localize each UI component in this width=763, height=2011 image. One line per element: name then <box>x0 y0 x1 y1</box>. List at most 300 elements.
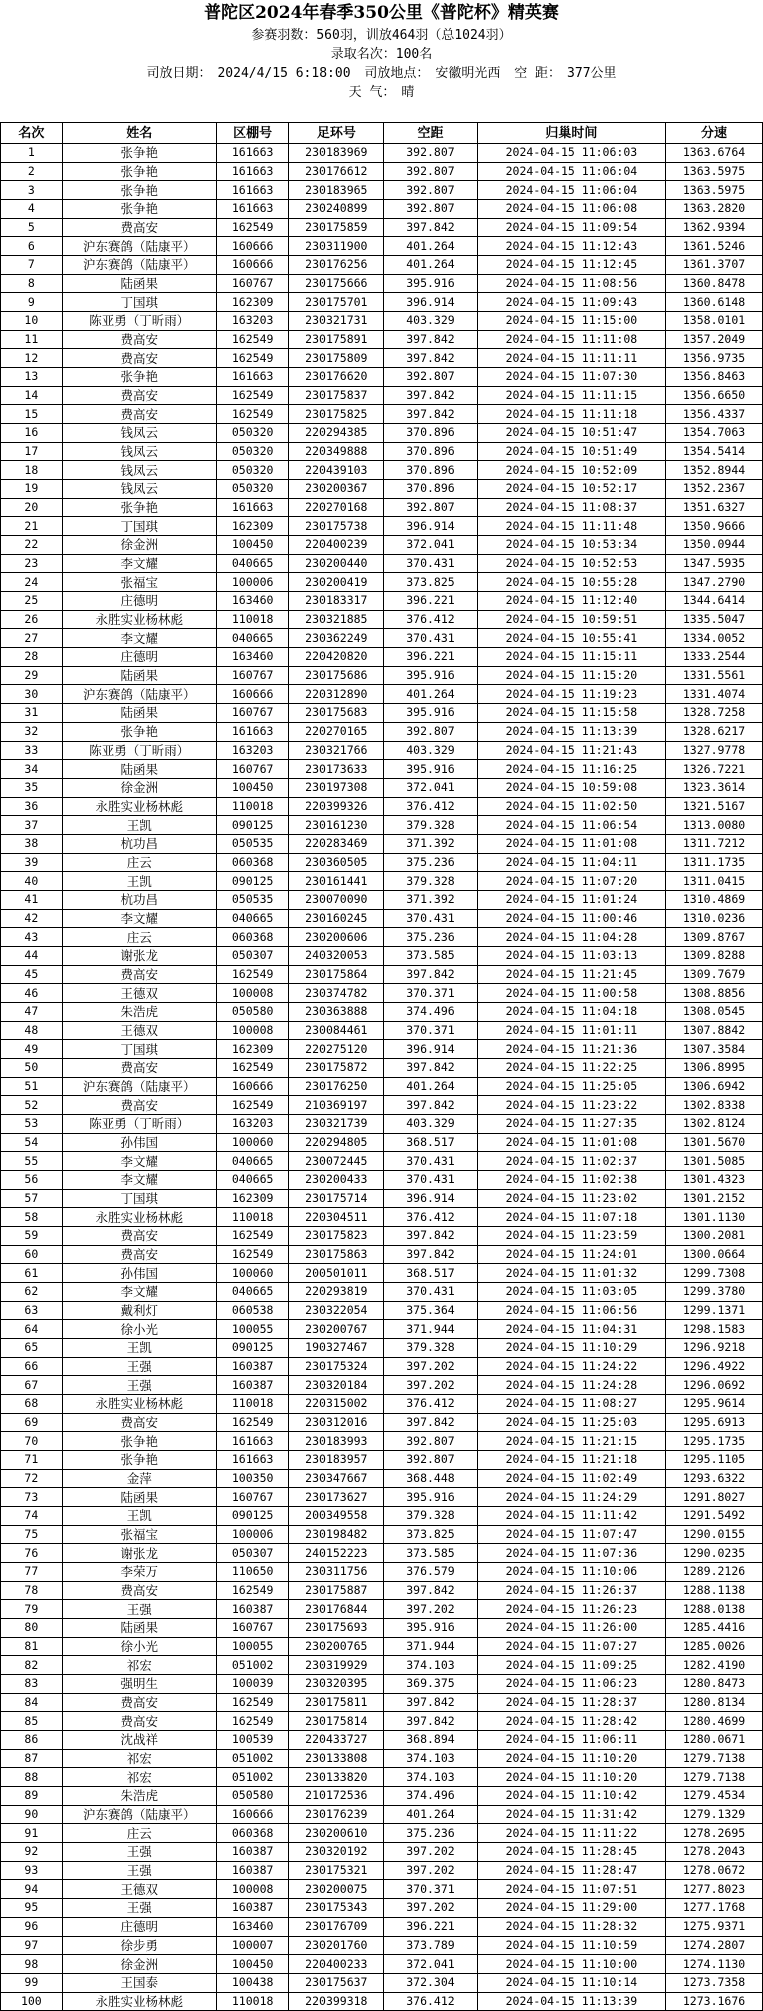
loft-id-cell: 100008 <box>216 1021 289 1040</box>
ring-number-cell: 230176844 <box>289 1600 384 1619</box>
distance-cell: 397.842 <box>384 349 478 368</box>
rank-cell: 9 <box>1 293 63 312</box>
speed-cell: 1363.2820 <box>666 200 763 219</box>
loft-id-cell: 050320 <box>216 480 289 499</box>
loft-id-cell: 162549 <box>216 1245 289 1264</box>
name-cell: 李文耀 <box>62 554 216 573</box>
arrival-time-cell: 2024-04-15 11:21:36 <box>477 1040 665 1059</box>
ring-number-cell: 220294805 <box>289 1133 384 1152</box>
arrival-time-cell: 2024-04-15 11:09:25 <box>477 1656 665 1675</box>
ring-number-cell: 220400239 <box>289 536 384 555</box>
distance-cell: 392.807 <box>384 1451 478 1470</box>
table-row <box>1 293 763 312</box>
arrival-time-cell: 2024-04-15 10:59:08 <box>477 778 665 797</box>
table-row <box>1 1507 763 1526</box>
distance-cell: 370.896 <box>384 424 478 443</box>
arrival-time-cell: 2024-04-15 11:27:35 <box>477 1114 665 1133</box>
rank-cell: 35 <box>1 778 63 797</box>
table-row <box>1 1040 763 1059</box>
ring-number-cell: 230200610 <box>289 1824 384 1843</box>
name-cell: 沪东赛鸽（陆康平） <box>62 1077 216 1096</box>
ring-number-cell: 220270168 <box>289 498 384 517</box>
ring-number-cell: 230320184 <box>289 1376 384 1395</box>
table-row <box>1 1413 763 1432</box>
rank-cell: 24 <box>1 573 63 592</box>
ring-number-cell: 230321731 <box>289 312 384 331</box>
arrival-time-cell: 2024-04-15 11:23:59 <box>477 1226 665 1245</box>
rank-cell: 85 <box>1 1712 63 1731</box>
loft-id-cell: 100055 <box>216 1637 289 1656</box>
arrival-time-cell: 2024-04-15 11:07:47 <box>477 1525 665 1544</box>
distance-cell: 372.041 <box>384 1955 478 1974</box>
speed-cell: 1295.6913 <box>666 1413 763 1432</box>
rank-cell: 72 <box>1 1469 63 1488</box>
ring-number-cell: 230363888 <box>289 1002 384 1021</box>
table-row <box>1 517 763 536</box>
speed-cell: 1300.0664 <box>666 1245 763 1264</box>
ring-number-cell: 230200367 <box>289 480 384 499</box>
arrival-time-cell: 2024-04-15 11:21:43 <box>477 741 665 760</box>
loft-id-cell: 161663 <box>216 498 289 517</box>
table-row <box>1 890 763 909</box>
ring-number-cell: 230183317 <box>289 592 384 611</box>
loft-id-cell: 162549 <box>216 405 289 424</box>
ring-number-cell: 190327467 <box>289 1339 384 1358</box>
name-cell: 王强 <box>62 1357 216 1376</box>
distance-cell: 375.236 <box>384 928 478 947</box>
distance-cell: 370.371 <box>384 1880 478 1899</box>
speed-cell: 1279.7138 <box>666 1768 763 1787</box>
ring-number-cell: 230311900 <box>289 237 384 256</box>
table-row <box>1 984 763 1003</box>
table-row <box>1 1693 763 1712</box>
speed-cell: 1274.2807 <box>666 1936 763 1955</box>
rank-cell: 25 <box>1 592 63 611</box>
rank-cell: 3 <box>1 181 63 200</box>
table-row <box>1 554 763 573</box>
distance-cell: 376.412 <box>384 797 478 816</box>
distance-cell: 376.579 <box>384 1563 478 1582</box>
loft-id-cell: 162309 <box>216 1040 289 1059</box>
release-date: 2024/4/15 6:18:00 <box>217 66 351 81</box>
loft-id-cell: 160666 <box>216 237 289 256</box>
name-cell: 王强 <box>62 1861 216 1880</box>
table-row <box>1 442 763 461</box>
distance-cell: 376.412 <box>384 1208 478 1227</box>
ring-number-cell: 230320192 <box>289 1843 384 1862</box>
loft-id-cell: 040665 <box>216 554 289 573</box>
arrival-time-cell: 2024-04-15 10:51:49 <box>477 442 665 461</box>
speed-cell: 1308.0545 <box>666 1002 763 1021</box>
rank-cell: 12 <box>1 349 63 368</box>
distance-cell: 371.944 <box>384 1320 478 1339</box>
name-cell: 费高安 <box>62 1712 216 1731</box>
arrival-time-cell: 2024-04-15 11:21:18 <box>477 1451 665 1470</box>
ring-number-cell: 240152223 <box>289 1544 384 1563</box>
table-row <box>1 218 763 237</box>
table-row <box>1 1563 763 1582</box>
name-cell: 沈战祥 <box>62 1731 216 1750</box>
table-row <box>1 330 763 349</box>
distance-cell: 376.412 <box>384 1395 478 1414</box>
speed-cell: 1301.4323 <box>666 1170 763 1189</box>
name-cell: 孙伟国 <box>62 1264 216 1283</box>
ring-number-cell: 230175637 <box>289 1973 384 1992</box>
table-row <box>1 741 763 760</box>
distance-cell: 370.431 <box>384 629 478 648</box>
ring-number-cell: 230175825 <box>289 405 384 424</box>
name-cell: 陆函果 <box>62 666 216 685</box>
ring-number-cell: 220315002 <box>289 1395 384 1414</box>
distance-cell: 392.807 <box>384 1432 478 1451</box>
ring-number-cell: 230320395 <box>289 1675 384 1694</box>
ring-number-cell: 230183957 <box>289 1451 384 1470</box>
rank-cell: 41 <box>1 890 63 909</box>
distance-cell: 397.202 <box>384 1843 478 1862</box>
table-row <box>1 648 763 667</box>
rank-cell: 61 <box>1 1264 63 1283</box>
ring-number-cell: 220283469 <box>289 834 384 853</box>
table-row <box>1 1768 763 1787</box>
table-row <box>1 1973 763 1992</box>
rank-cell: 92 <box>1 1843 63 1862</box>
rank-cell: 69 <box>1 1413 63 1432</box>
arrival-time-cell: 2024-04-15 11:07:27 <box>477 1637 665 1656</box>
name-cell: 徐步勇 <box>62 1936 216 1955</box>
weather-line <box>0 83 763 102</box>
distance-cell: 372.304 <box>384 1973 478 1992</box>
loft-id-cell: 051002 <box>216 1656 289 1675</box>
loft-id-cell: 110018 <box>216 797 289 816</box>
rank-cell: 49 <box>1 1040 63 1059</box>
table-row <box>1 349 763 368</box>
name-cell: 陆函果 <box>62 760 216 779</box>
arrival-time-cell: 2024-04-15 11:10:29 <box>477 1339 665 1358</box>
ring-number-cell: 230175891 <box>289 330 384 349</box>
name-cell: 张争艳 <box>62 144 216 163</box>
rank-cell: 93 <box>1 1861 63 1880</box>
ring-number-cell: 230161441 <box>289 872 384 891</box>
distance-cell: 373.825 <box>384 1525 478 1544</box>
name-cell: 杭功昌 <box>62 890 216 909</box>
distance-cell: 395.916 <box>384 274 478 293</box>
table-row <box>1 1245 763 1264</box>
name-cell: 张福宝 <box>62 1525 216 1544</box>
speed-cell: 1282.4190 <box>666 1656 763 1675</box>
name-cell: 永胜实业杨林彪 <box>62 610 216 629</box>
rank-cell: 33 <box>1 741 63 760</box>
speed-cell: 1280.8473 <box>666 1675 763 1694</box>
table-row <box>1 704 763 723</box>
distance-cell: 397.202 <box>384 1600 478 1619</box>
ring-number-cell: 230176239 <box>289 1805 384 1824</box>
rank-cell: 58 <box>1 1208 63 1227</box>
table-row <box>1 666 763 685</box>
speed-cell: 1299.1371 <box>666 1301 763 1320</box>
loft-id-cell: 100060 <box>216 1264 289 1283</box>
name-cell: 丁国琪 <box>62 1040 216 1059</box>
arrival-time-cell: 2024-04-15 11:21:15 <box>477 1432 665 1451</box>
arrival-time-cell: 2024-04-15 11:24:29 <box>477 1488 665 1507</box>
table-row <box>1 405 763 424</box>
distance-cell: 370.896 <box>384 480 478 499</box>
arrival-time-cell: 2024-04-15 11:06:54 <box>477 816 665 835</box>
column-header-ring-number: 足环号 <box>289 123 384 144</box>
table-row <box>1 274 763 293</box>
loft-id-cell: 051002 <box>216 1749 289 1768</box>
speed-cell: 1290.0155 <box>666 1525 763 1544</box>
loft-id-cell: 100006 <box>216 1525 289 1544</box>
distance-cell: 392.807 <box>384 368 478 387</box>
ring-number-cell: 230175738 <box>289 517 384 536</box>
speed-cell: 1295.9614 <box>666 1395 763 1414</box>
name-cell: 费高安 <box>62 1413 216 1432</box>
ring-number-cell: 230175837 <box>289 386 384 405</box>
ring-number-cell: 220439103 <box>289 461 384 480</box>
speed-cell: 1361.3707 <box>666 256 763 275</box>
arrival-time-cell: 2024-04-15 11:15:11 <box>477 648 665 667</box>
rank-cell: 59 <box>1 1226 63 1245</box>
rank-cell: 74 <box>1 1507 63 1526</box>
speed-cell: 1310.4869 <box>666 890 763 909</box>
name-cell: 庄云 <box>62 928 216 947</box>
rank-cell: 54 <box>1 1133 63 1152</box>
loft-id-cell: 161663 <box>216 162 289 181</box>
arrival-time-cell: 2024-04-15 11:08:37 <box>477 498 665 517</box>
ring-number-cell: 230175321 <box>289 1861 384 1880</box>
arrival-time-cell: 2024-04-15 11:03:13 <box>477 946 665 965</box>
column-header-rank: 名次 <box>1 123 63 144</box>
arrival-time-cell: 2024-04-15 11:28:37 <box>477 1693 665 1712</box>
loft-id-cell: 060368 <box>216 853 289 872</box>
table-row <box>1 1955 763 1974</box>
ring-number-cell: 230173633 <box>289 760 384 779</box>
speed-cell: 1352.2367 <box>666 480 763 499</box>
rank-cell: 14 <box>1 386 63 405</box>
table-row <box>1 1488 763 1507</box>
loft-id-cell: 162309 <box>216 293 289 312</box>
speed-cell: 1333.2544 <box>666 648 763 667</box>
distance-cell: 368.448 <box>384 1469 478 1488</box>
speed-cell: 1309.7679 <box>666 965 763 984</box>
name-cell: 孙伟国 <box>62 1133 216 1152</box>
loft-id-cell: 100008 <box>216 1880 289 1899</box>
loft-id-cell: 060368 <box>216 928 289 947</box>
name-cell: 庄云 <box>62 853 216 872</box>
speed-cell: 1295.1735 <box>666 1432 763 1451</box>
ring-number-cell: 230311756 <box>289 1563 384 1582</box>
speed-cell: 1357.2049 <box>666 330 763 349</box>
column-header-loft-id: 区棚号 <box>216 123 289 144</box>
loft-id-cell: 100450 <box>216 1955 289 1974</box>
ring-number-cell: 230176620 <box>289 368 384 387</box>
name-cell: 陆函果 <box>62 1619 216 1638</box>
rank-cell: 67 <box>1 1376 63 1395</box>
loft-id-cell: 161663 <box>216 722 289 741</box>
table-row <box>1 368 763 387</box>
distance-cell: 397.202 <box>384 1899 478 1918</box>
arrival-time-cell: 2024-04-15 11:15:20 <box>477 666 665 685</box>
ring-number-cell: 230175823 <box>289 1226 384 1245</box>
ring-number-cell: 230321766 <box>289 741 384 760</box>
ring-number-cell: 230347667 <box>289 1469 384 1488</box>
table-row <box>1 1133 763 1152</box>
rank-cell: 90 <box>1 1805 63 1824</box>
table-row <box>1 816 763 835</box>
ring-number-cell: 200349558 <box>289 1507 384 1526</box>
ring-number-cell: 240320053 <box>289 946 384 965</box>
ring-number-cell: 230175809 <box>289 349 384 368</box>
loft-id-cell: 050320 <box>216 442 289 461</box>
table-row <box>1 946 763 965</box>
rank-cell: 87 <box>1 1749 63 1768</box>
arrival-time-cell: 2024-04-15 11:24:22 <box>477 1357 665 1376</box>
ring-number-cell: 230175863 <box>289 1245 384 1264</box>
ring-number-cell: 230200075 <box>289 1880 384 1899</box>
loft-id-cell: 160666 <box>216 685 289 704</box>
speed-cell: 1289.2126 <box>666 1563 763 1582</box>
ring-number-cell: 230197308 <box>289 778 384 797</box>
speed-cell: 1301.5085 <box>666 1152 763 1171</box>
name-cell: 费高安 <box>62 330 216 349</box>
name-cell: 王德双 <box>62 1021 216 1040</box>
distance-cell: 396.914 <box>384 517 478 536</box>
speed-cell: 1327.9778 <box>666 741 763 760</box>
loft-id-cell: 162549 <box>216 349 289 368</box>
arrival-time-cell: 2024-04-15 11:01:08 <box>477 1133 665 1152</box>
rank-cell: 79 <box>1 1600 63 1619</box>
rank-cell: 100 <box>1 1992 63 2011</box>
speed-cell: 1354.5414 <box>666 442 763 461</box>
loft-id-cell: 100539 <box>216 1731 289 1750</box>
loft-id-cell: 100060 <box>216 1133 289 1152</box>
rank-cell: 31 <box>1 704 63 723</box>
ring-number-cell: 230176256 <box>289 256 384 275</box>
distance-cell: 392.807 <box>384 162 478 181</box>
name-cell: 沪东赛鸽（陆康平） <box>62 685 216 704</box>
arrival-time-cell: 2024-04-15 10:51:47 <box>477 424 665 443</box>
loft-id-cell: 050580 <box>216 1002 289 1021</box>
table-row <box>1 1992 763 2011</box>
rank-cell: 71 <box>1 1451 63 1470</box>
speed-cell: 1360.6148 <box>666 293 763 312</box>
speed-cell: 1302.8124 <box>666 1114 763 1133</box>
rank-cell: 32 <box>1 722 63 741</box>
ring-number-cell: 230133820 <box>289 1768 384 1787</box>
table-row <box>1 778 763 797</box>
rank-cell: 65 <box>1 1339 63 1358</box>
distance-cell: 379.328 <box>384 816 478 835</box>
speed-cell: 1277.8023 <box>666 1880 763 1899</box>
speed-cell: 1293.6322 <box>666 1469 763 1488</box>
name-cell: 陈亚勇（丁昕雨） <box>62 312 216 331</box>
loft-id-cell: 160767 <box>216 274 289 293</box>
speed-cell: 1331.4074 <box>666 685 763 704</box>
distance-cell: 401.264 <box>384 1077 478 1096</box>
table-row <box>1 760 763 779</box>
arrival-time-cell: 2024-04-15 11:06:04 <box>477 181 665 200</box>
name-cell: 祁宏 <box>62 1749 216 1768</box>
speed-cell: 1334.0052 <box>666 629 763 648</box>
ring-number-cell: 220399326 <box>289 797 384 816</box>
rank-cell: 34 <box>1 760 63 779</box>
distance-cell: 397.842 <box>384 1058 478 1077</box>
speed-cell: 1279.7138 <box>666 1749 763 1768</box>
speed-cell: 1278.2043 <box>666 1843 763 1862</box>
arrival-time-cell: 2024-04-15 11:01:11 <box>477 1021 665 1040</box>
rank-cell: 76 <box>1 1544 63 1563</box>
arrival-time-cell: 2024-04-15 11:07:20 <box>477 872 665 891</box>
column-header-name: 姓名 <box>62 123 216 144</box>
speed-cell: 1280.4699 <box>666 1712 763 1731</box>
rank-cell: 37 <box>1 816 63 835</box>
ring-number-cell: 230175666 <box>289 274 384 293</box>
arrival-time-cell: 2024-04-15 11:11:08 <box>477 330 665 349</box>
loft-id-cell: 160767 <box>216 760 289 779</box>
rank-cell: 28 <box>1 648 63 667</box>
ring-number-cell: 220400233 <box>289 1955 384 1974</box>
table-row <box>1 610 763 629</box>
speed-cell: 1331.5561 <box>666 666 763 685</box>
name-cell: 费高安 <box>62 1058 216 1077</box>
loft-id-cell: 050320 <box>216 424 289 443</box>
distance-cell: 395.916 <box>384 666 478 685</box>
distance-cell: 372.041 <box>384 536 478 555</box>
distance-cell: 396.914 <box>384 293 478 312</box>
loft-id-cell: 100007 <box>216 1936 289 1955</box>
loft-id-cell: 050320 <box>216 461 289 480</box>
rank-cell: 19 <box>1 480 63 499</box>
speed-cell: 1291.8027 <box>666 1488 763 1507</box>
arrival-time-cell: 2024-04-15 11:21:45 <box>477 965 665 984</box>
speed-cell: 1347.5935 <box>666 554 763 573</box>
arrival-time-cell: 2024-04-15 11:24:28 <box>477 1376 665 1395</box>
arrival-time-cell: 2024-04-15 11:13:39 <box>477 1992 665 2011</box>
loft-id-cell: 160387 <box>216 1600 289 1619</box>
loft-id-cell: 100438 <box>216 1973 289 1992</box>
name-cell: 祁宏 <box>62 1656 216 1675</box>
name-cell: 丁国琪 <box>62 1189 216 1208</box>
ring-number-cell: 210172536 <box>289 1787 384 1806</box>
name-cell: 丁国琪 <box>62 293 216 312</box>
loft-id-cell: 040665 <box>216 1170 289 1189</box>
table-row <box>1 1189 763 1208</box>
arrival-time-cell: 2024-04-15 11:06:11 <box>477 1731 665 1750</box>
rank-cell: 26 <box>1 610 63 629</box>
distance-cell: 374.496 <box>384 1787 478 1806</box>
table-row <box>1 1451 763 1470</box>
name-cell: 李文耀 <box>62 1170 216 1189</box>
rank-cell: 75 <box>1 1525 63 1544</box>
rank-cell: 53 <box>1 1114 63 1133</box>
speed-cell: 1302.8338 <box>666 1096 763 1115</box>
table-row <box>1 1637 763 1656</box>
loft-id-cell: 040665 <box>216 1282 289 1301</box>
loft-id-cell: 162549 <box>216 1058 289 1077</box>
loft-id-cell: 050307 <box>216 946 289 965</box>
loft-id-cell: 100450 <box>216 778 289 797</box>
distance-cell: 403.329 <box>384 1114 478 1133</box>
rank-cell: 2 <box>1 162 63 181</box>
speed-cell: 1296.4922 <box>666 1357 763 1376</box>
loft-id-cell: 162549 <box>216 1693 289 1712</box>
name-cell: 永胜实业杨林彪 <box>62 797 216 816</box>
arrival-time-cell: 2024-04-15 11:02:50 <box>477 797 665 816</box>
ring-number-cell: 230321739 <box>289 1114 384 1133</box>
distance-cell: 375.364 <box>384 1301 478 1320</box>
column-header-arrival-time: 归巢时间 <box>477 123 665 144</box>
table-row <box>1 965 763 984</box>
